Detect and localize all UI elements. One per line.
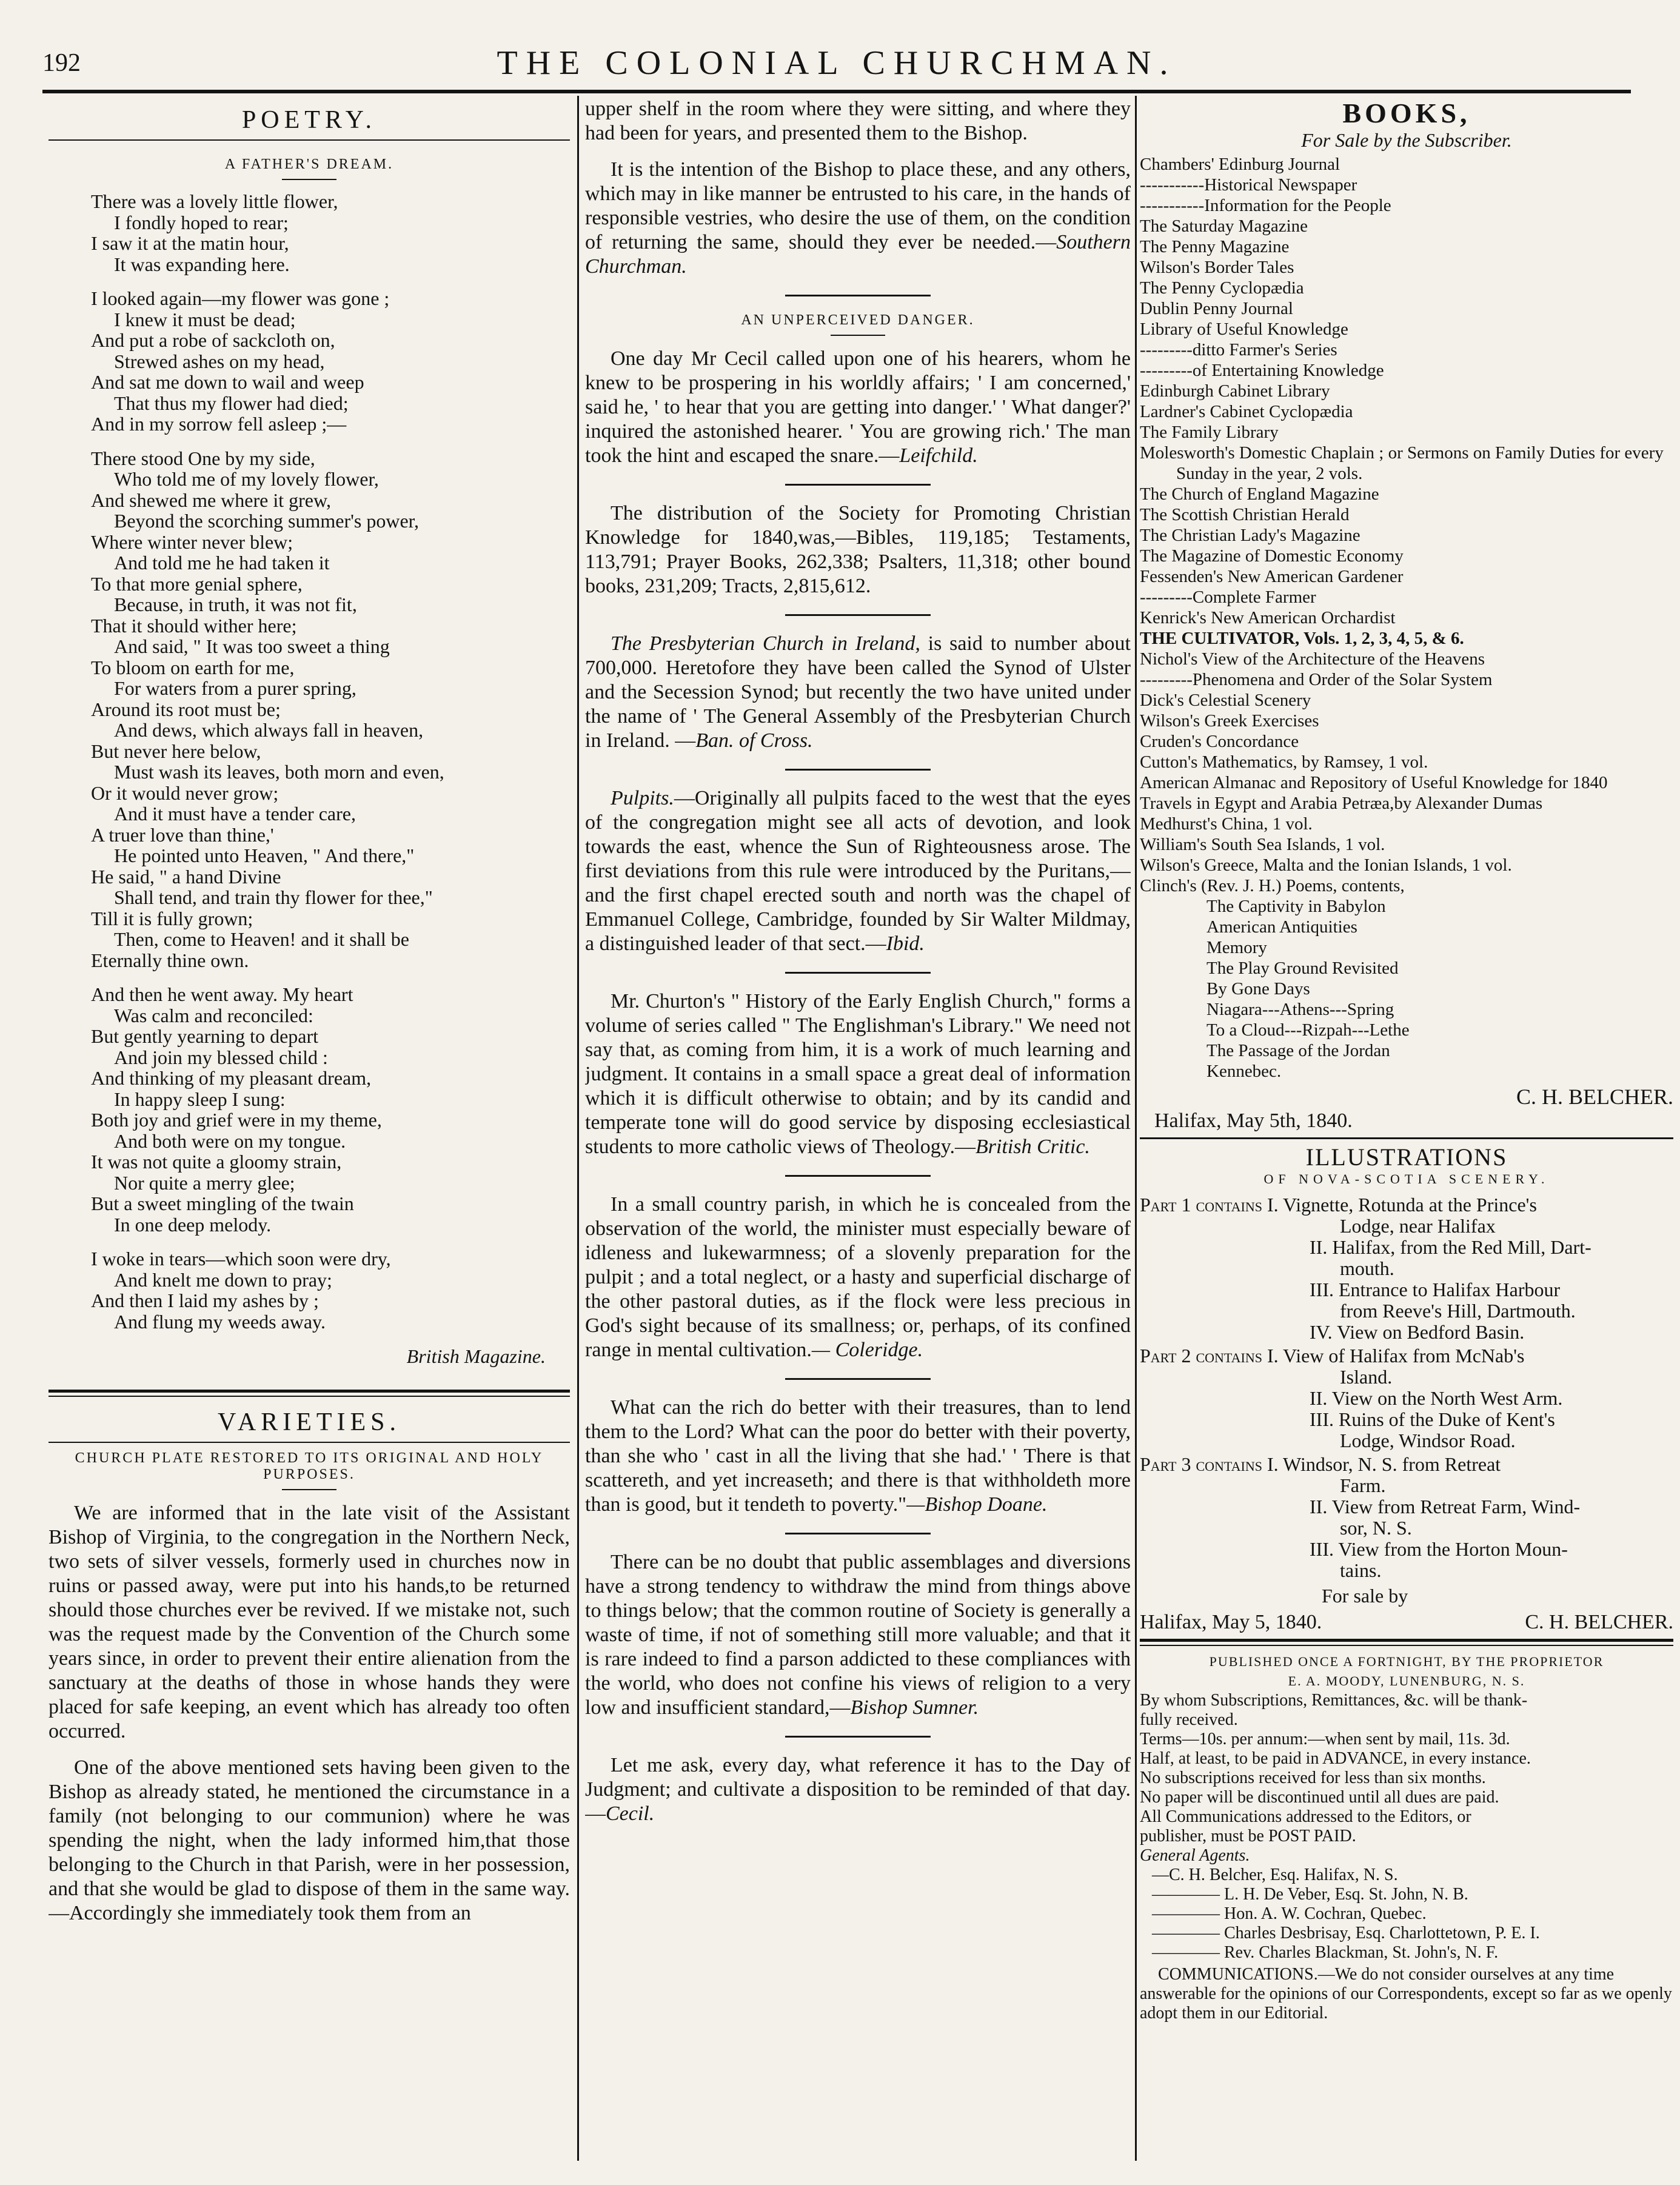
rich-paragraph [585,1396,1131,1517]
masthead-title: THE COLONIAL CHURCHMAN. [497,44,1177,82]
poem-line: In happy sleep I sung: [114,1088,286,1110]
column-divider-1 [577,96,579,2161]
poem-line: That thus my flower had died; [114,392,349,414]
parish-text: In a small country parish, in which he is concealed from the observation of the world, the minister must especially beware of idleness and lukewarmness; of a slovenly preparation for the pulpit ; and a total neglect, or a hasty and superficial discharge of the other pastoral duties, as if the flock were less precious in God's sight because of its smallness; or, perhaps, of its confined range in mental cultivation. [585,1193,1131,1361]
books-heading: BOOKS, [1342,98,1471,129]
poem-contents-item: American Antiquities [1206,917,1357,937]
poem-line: Beyond the scorching summer's power, [114,510,420,532]
poem-line: To that more genial sphere, [91,572,303,595]
poem-line: That it should wither here; [91,614,297,637]
agent-line: ———— Hon. A. W. Cochran, Quebec. [1152,1904,1427,1923]
illustrations-date: Halifax, May 5, 1840. [1140,1611,1322,1633]
publisher-term-line: All Communications addressed to the Editors, or [1140,1807,1471,1826]
danger-source: Leifchild. [899,444,978,467]
poem-line: But gently yearning to depart [91,1025,319,1047]
poem-line: Was calm and reconciled: [114,1004,313,1026]
publisher-term-line: No paper will be discontinued until all dues are paid. [1140,1788,1499,1807]
publisher-term-line: By whom Subscriptions, Remittances, &c. will be thank- [1140,1691,1528,1710]
danger-title: AN UNPERCEIVED DANGER. [741,312,975,328]
book-list-item: THE CULTIVATOR, Vols. 1, 2, 3, 4, 5, & 6. [1140,629,1464,648]
part-item-line: sor, N. S. [1340,1517,1412,1539]
publisher-line-2: E. A. MOODY, LUNENBURG, N. S. [1288,1673,1525,1688]
poem-line: And flung my weeds away. [114,1310,326,1333]
poem-line: He said, " a hand Divine [91,865,281,888]
part-item-line: IV. View on Bedford Basin. [1310,1321,1525,1343]
separator [785,972,931,974]
part-line [1140,1194,1673,1216]
poem-line: I fondly hoped to rear; [114,211,289,233]
book-list-item: Edinburgh Cabinet Library [1140,381,1330,401]
poem-line: In one deep melody. [114,1213,272,1236]
poem-line: And shewed me where it grew, [91,489,332,511]
book-list-item: American Almanac and Repository of Useful Knowledge for 1840 [1140,773,1608,792]
poem-line: It was not quite a gloomy strain, [91,1151,342,1173]
varieties-subrule [49,1442,570,1443]
assemblies-text: There can be no doubt that public assemblages and diversions have a strong tendency to withdraw the mind from things above to things below; that the common routine of Society is generally a waste of time, if not of something still more valuable; and that it is rare indeed to find a parson addicted to these compliances with the world, who does not confine his views of religion to a very low and insufficient standard,— [585,1551,1131,1719]
book-list-item: -----------Information for the People [1140,196,1391,215]
poem-contents-item: To a Cloud---Rizpah---Lethe [1206,1020,1410,1040]
poem-line: And sat me down to wail and weep [91,371,364,393]
poem-line: He pointed unto Heaven, " And there," [114,845,415,866]
book-list-item: The Family Library [1140,423,1279,442]
publisher-line-1: PUBLISHED ONCE A FORTNIGHT, BY THE PROPRIETOR [1209,1654,1604,1669]
separator [785,1736,931,1738]
illustrations-subheading: OF NOVA-SCOTIA SCENERY. [1263,1171,1550,1186]
poem-line: Both joy and grief were in my theme, [91,1109,382,1131]
part-item-line: II. View on the North West Arm. [1310,1387,1563,1409]
books-seller: C. H. BELCHER. [1516,1085,1673,1109]
book-list-item: -----------Historical Newspaper [1140,175,1357,195]
book-list-item: Molesworth's Domestic Chaplain ; or Sermons on Family Duties for every Sunday in the year, 2 vols. [1140,443,1664,483]
poem-stanza [91,448,570,971]
poem-line: A truer love than thine,' [91,823,274,846]
poem-line: And dews, which always fall in heaven, [114,719,424,741]
publisher-terms [1140,1691,1673,1846]
danger-text: One day Mr Cecil called upon one of his hearers, whom he knew to be prospering in his worldly affairs; ' I am concerned,' said he, ' to hear that you are getting into danger.' ' What danger?' inquired the astonished hearer. ' You are growing rich.' The man took the hint and escaped the snare.— [585,347,1131,467]
book-list-item: Nichol's View of the Architecture of the Heavens [1140,649,1485,669]
poem-title-rule [282,179,336,180]
book-list-item: The Penny Cyclopædia [1140,278,1304,298]
churton-source: British Critic. [976,1136,1090,1158]
poem-line: Nor quite a merry glee; [114,1171,295,1194]
part-label: Part 3 contains [1140,1453,1262,1475]
distribution-paragraph: The distribution of the Society for Promoting Christian Knowledge for 1840,was,—Bibles, 119,185; Testaments, 113,791; Prayer Books, 262,338; Psalters, 11,318; other bound books, 231,209; Tracts, 2,815,612. [585,502,1131,597]
poem-contents-list [1140,896,1673,1082]
separator [785,1533,931,1534]
article-paragraph: We are informed that in the late visit of the Assistant Bishop of Virginia, to the congregation in the Northern Neck, two sets of silver vessels, formerly used in churches now in ruins or passed away, were put into his hands,to be returned should those churches ever be revived. If we mistake not, such was the request made by the Convention of the Church some years since, in order to prevent their entire alienation from the sanctuary at the deaths of those in whose hands they were placed for safe keeping, an event which has already too often occurred. [49,1502,570,1742]
poem-stanza [91,288,570,435]
agent-line: ———— L. H. De Veber, Esq. St. John, N. B. [1152,1885,1468,1904]
illustrations-seller: C. H. BELCHER. [1525,1611,1673,1633]
separator [785,769,931,771]
churton-text: Mr. Churton's " History of the Early English Church," forms a volume of series called " The Englishman's Library." We need not say that, as coming from him, it is a work of much learning and judgment. It contains in a small space a great deal of information which it is difficult otherwise to obtain; and by its candid and temperate tone will do good service by disposing ecclesiastical students to more catholic views of Theology.— [585,990,1131,1158]
pulpits-text: —Originally all pulpits faced to the west that the eyes of the congregation might see all acts of devotion, and look towards the east, whence the Sun of Righteousness arose. The first deviations from this rule were introduced by the Puritans,—and the first chapel erected south and north was the chapel of Emmanuel College, Cambridge, founded by Sir Walter Mildmay, a distinguished leader of that sect.— [585,787,1131,955]
agents-label: General Agents. [1140,1846,1250,1865]
assemblies-source: Bishop Sumner. [850,1696,979,1719]
illustrations-for-sale: For sale by [1322,1585,1408,1607]
part-item-line: III. Entrance to Halifax Harbour [1310,1279,1561,1300]
danger-title-rule [831,335,885,336]
book-list-item: Lardner's Cabinet Cyclopædia [1140,402,1353,421]
part-item-line: Farm. [1340,1474,1386,1496]
illustrations-part [1140,1345,1673,1451]
poem-stanza [91,984,570,1235]
book-list-item: Fessenden's New American Gardener [1140,567,1404,586]
book-list-item: Wilson's Greece, Malta and the Ionian Islands, 1 vol. [1140,855,1512,875]
separator [785,484,931,486]
books-rule [1140,1137,1673,1139]
poem-line: And join my blessed child : [114,1046,328,1068]
part-item-line: tains. [1340,1559,1382,1581]
poem-contents-item: The Play Ground Revisited [1206,959,1399,978]
book-list-item: The Scottish Christian Herald [1140,505,1350,524]
poem-line: And thinking of my pleasant dream, [91,1067,372,1089]
book-list-item: Chambers' Edinburg Journal [1140,155,1340,174]
poetry-rule [49,139,570,141]
poem-line: Till it is fully grown; [91,907,253,929]
book-list-item: Clinch's (Rev. J. H.) Poems, contents, [1140,876,1405,895]
article-title: CHURCH PLATE RESTORED TO ITS ORIGINAL AND HOLY PURPOSES. [75,1450,544,1482]
agent-line: ———— Rev. Charles Blackman, St. John's, N. F. [1152,1943,1499,1962]
part-item-line: III. View from the Horton Moun- [1310,1538,1568,1560]
part-item-line: Island. [1340,1366,1393,1388]
book-list-item: Wilson's Border Tales [1140,258,1294,277]
poem-body [49,191,570,1332]
poem-line: Must wash its leaves, both morn and even, [114,761,444,783]
part-line [1140,1454,1673,1475]
poem-line: I knew it must be dead; [114,308,296,330]
church-plate-text: It is the intention of the Bishop to place these, and any others, which may in like manner be entrusted to his care, in the hands of responsible vestries, who desire the use of them, on the condition of returning the same, should they ever be needed.— [585,158,1131,253]
poem-line: Who told me of my lovely flower, [114,468,379,490]
assemblies-paragraph [585,1550,1131,1720]
communications-note: COMMUNICATIONS.—We do not consider ourselves at any time answerable for the opinions of our Correspondents, except so far as we openly adopt them in our Editorial. [1140,1965,1672,2023]
article-title-rule [282,1489,336,1490]
books-subheading: For Sale by the Subscriber. [1301,129,1512,151]
column-divider-2 [1135,96,1137,2161]
book-list-item: ---------Complete Farmer [1140,587,1316,607]
pulpits-lead: Pulpits. [611,787,674,809]
book-list-item: The Christian Lady's Magazine [1140,526,1360,545]
book-list-item: The Magazine of Domestic Economy [1140,546,1404,566]
parish-source: — Coleridge. [811,1339,923,1361]
illustrations-part [1140,1454,1673,1581]
part-line [1140,1345,1673,1367]
publisher-term-line: Half, at least, to be paid in ADVANCE, in every instance. [1140,1749,1531,1768]
publisher-term-line: Terms—10s. per annum:—when sent by mail, 11s. 3d. [1140,1730,1510,1748]
poem-line: And then I laid my ashes by ; [91,1290,319,1311]
poem-line: Around its root must be; [91,698,281,720]
poem-line: And put a robe of sackcloth on, [91,329,335,351]
poem-line: But never here below, [91,740,261,762]
poem-attribution: British Magazine. [406,1345,546,1367]
part-item-line: mouth. [1340,1257,1394,1279]
poem-contents-item: By Gone Days [1206,979,1310,999]
pulpits-source: Ibid. [886,932,925,955]
judgment-source: Cecil. [606,1802,655,1825]
illustrations-parts [1140,1194,1673,1581]
part-item-text: I. View of Halifax from McNab's [1267,1345,1525,1367]
poem-contents-item: The Captivity in Babylon [1206,897,1386,916]
poem-line: There was a lovely little flower, [91,190,338,212]
part-item-text: I. Windsor, N. S. from Retreat [1267,1453,1501,1475]
poem-line: And in my sorrow fell asleep ;— [91,413,347,435]
pulpits-paragraph [585,786,1131,956]
poem-contents-item: Memory [1206,938,1267,957]
book-list-item: ---------ditto Farmer's Series [1140,340,1337,360]
books-date: Halifax, May 5th, 1840. [1154,1109,1353,1132]
varieties-heading: VARIETIES. [217,1408,401,1436]
illustrations-part [1140,1194,1673,1343]
danger-paragraph [585,347,1131,468]
poem-line: And it must have a tender care, [114,803,356,825]
separator [785,1378,931,1380]
column-middle [585,97,1131,2161]
column-right [1140,97,1673,2161]
presbyterian-source: Ban. of Cross. [695,729,813,752]
church-plate-source: Southern Churchman. [585,231,1131,278]
judgment-text: Let me ask, every day, what reference it has to the Day of Judgment; and cultivate a disposition to be reminded of that day. — [585,1754,1131,1825]
poem-line: Because, in truth, it was not fit, [114,594,357,615]
part-item-line: Lodge, Windsor Road. [1340,1430,1516,1451]
poem-line: Where winter never blew; [91,530,293,553]
part-label: Part 2 contains [1140,1345,1262,1367]
separator [785,1175,931,1177]
church-plate-paragraph [585,158,1131,279]
poem-line: I woke in tears—which soon were dry, [91,1248,391,1270]
poem-line: Or it would never grow; [91,781,279,804]
poetry-heading: POETRY. [241,106,377,134]
agents-list [1140,1865,1673,1962]
book-list-item: The Church of England Magazine [1140,484,1379,504]
part-item-line: Lodge, near Halifax [1340,1215,1496,1237]
page-number: 192 [42,49,81,77]
church-plate-continued: upper shelf in the room where they were sitting, and where they had been for years, and presented them to the Bishop. [585,98,1131,144]
separator [785,295,931,296]
agent-line: ———— Charles Desbrisay, Esq. Charlottetown, P. E. I. [1152,1924,1540,1942]
churton-paragraph [585,989,1131,1159]
poem-contents-item: Kennebec. [1206,1062,1282,1081]
poem-line: I saw it at the matin hour, [91,232,289,254]
article-paragraph: One of the above mentioned sets having been given to the Bishop as already stated, he mentioned the circumstance in a family (not belonging to our communion) where he was spending the night, when the lady informed him,that those belonging to the Church in that Parish, were in her possession, and that she would be glad to dispose of them in the same way.—Accordingly she immediately took them from an [49,1756,570,1924]
publisher-rule [1140,1639,1673,1646]
book-list-item: Cruden's Concordance [1140,732,1299,751]
column-left [49,97,570,2161]
part-item-line: II. View from Retreat Farm, Wind- [1310,1496,1581,1517]
illustrations-heading: ILLUSTRATIONS [1305,1143,1508,1171]
illustrations-signature [1140,1611,1673,1634]
publisher-term-line: publisher, must be POST PAID. [1140,1827,1356,1845]
book-list-item: Wilson's Greek Exercises [1140,711,1319,731]
poem-line: There stood One by my side, [91,447,315,469]
part-item-text: I. Vignette, Rotunda at the Prince's [1267,1194,1537,1216]
book-list [1140,154,1673,896]
poem-line: And knelt me down to pray; [114,1268,332,1291]
publisher-term-line: No subscriptions received for less than six months. [1140,1768,1486,1787]
book-list-item: Cutton's Mathematics, by Ramsey, 1 vol. [1140,752,1428,772]
poem-line: I looked again—my flower was gone ; [91,287,390,309]
book-list-item: The Penny Magazine [1140,237,1290,256]
presbyterian-lead: The Presbyterian Church in Ireland, [611,632,920,655]
poem-stanza [91,191,570,275]
poem-line: Shall tend, and train thy flower for thee," [114,886,433,908]
poem-line: Then, come to Heaven! and it shall be [114,928,409,950]
poem-line: Strewed ashes on my head, [114,350,325,372]
varieties-rule [49,1390,570,1397]
poem-contents-item: Niagara---Athens---Spring [1206,1000,1394,1019]
judgment-paragraph [585,1753,1131,1826]
publisher-term-line: fully received. [1140,1710,1238,1729]
poem-line: But a sweet mingling of the twain [91,1193,354,1214]
part-item-line: from Reeve's Hill, Dartmouth. [1340,1300,1576,1322]
book-list-item: ---------of Entertaining Knowledge [1140,361,1384,380]
book-list-item: William's South Sea Islands, 1 vol. [1140,835,1385,854]
agent-line: —C. H. Belcher, Esq. Halifax, N. S. [1152,1865,1398,1884]
book-list-item: Medhurst's China, 1 vol. [1140,814,1313,834]
book-list-item: Travels in Egypt and Arabia Petræa,by Alexander Dumas [1140,794,1543,813]
poem-line: Eternally thine own. [91,949,249,971]
poem-line: And said, " It was too sweet a thing [114,635,390,657]
book-list-item: The Saturday Magazine [1140,216,1308,236]
book-list-item: Kenrick's New American Orchardist [1140,608,1396,627]
book-list-item: Dick's Celestial Scenery [1140,691,1311,710]
separator [785,614,931,616]
poem-line: It was expanding here. [114,253,290,275]
part-item-line: III. Ruins of the Duke of Kent's [1310,1408,1555,1430]
rich-source: —Bishop Doane. [906,1493,1048,1516]
book-list-item: Dublin Penny Journal [1140,299,1293,318]
poem-title: A FATHER'S DREAM. [224,156,394,172]
parish-paragraph [585,1193,1131,1362]
part-item-line: II. Halifax, from the Red Mill, Dart- [1310,1236,1591,1258]
rich-text: What can the rich do better with their treasures, than to lend them to the Lord? What can the poor do better with their poverty, than she who ' cast in all the living that she had.' ' There is that scattereth, and yet increaseth; and there is that withholdeth more than is good, but it tendeth to poverty." [585,1396,1131,1516]
poem-contents-item: The Passage of the Jordan [1206,1041,1390,1060]
poem-stanza [91,1248,570,1332]
poem-line: And then he went away. My heart [91,983,353,1005]
poem-line: And both were on my tongue. [114,1129,346,1152]
poem-line: For waters from a purer spring, [114,677,356,699]
page-header [42,42,1631,91]
presbyterian-paragraph [585,632,1131,753]
poem-line: And told me he had taken it [114,552,330,574]
header-rule [42,90,1631,93]
poem-line: To bloom on earth for me, [91,656,295,678]
book-list-item: Library of Useful Knowledge [1140,320,1348,339]
presbyterian-text: is said to number about 700,000. Heretofore they have been called the Synod of Ulster and the Secession Synod; but recently the two have united under the name of ' The General Assembly of the Presbyterian Church in Ireland. — [585,632,1131,752]
book-list-item: ---------Phenomena and Order of the Solar System [1140,670,1493,689]
part-label: Part 1 contains [1140,1194,1262,1216]
